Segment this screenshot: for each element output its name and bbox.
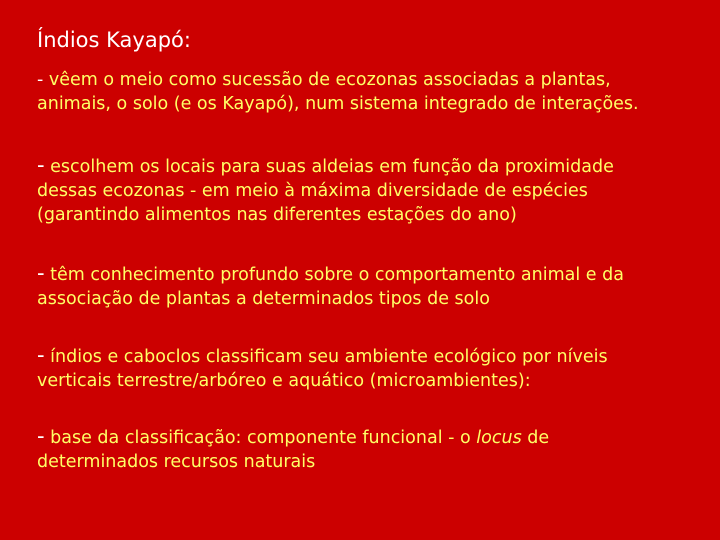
bullet-5-text-before: base da classificação: componente funcional - o — [50, 428, 471, 448]
bullet-dash: - — [37, 343, 45, 367]
bullet-5-text-after: de — [527, 428, 550, 448]
bullet-dash: - — [37, 70, 44, 90]
bullet-4 — [37, 343, 709, 393]
bullet-5 — [37, 424, 709, 474]
bullet-5-line-1 — [37, 424, 709, 450]
bullet-2-line-3: (garantindo alimentos nas diferentes estações do ano) — [37, 205, 517, 225]
bullet-2-line-2: dessas ecozonas - em meio à máxima diversidade de espécies — [37, 181, 588, 201]
bullet-5-line-2: determinados recursos naturais — [37, 452, 316, 472]
bullet-1-text-1: vêem o meio como sucessão de ecozonas associadas a plantas, — [48, 70, 611, 90]
bullet-1 — [37, 68, 709, 116]
bullet-2-text-1: escolhem os locais para suas aldeias em função da proximidade — [50, 157, 614, 177]
bullet-1-line-1 — [37, 68, 709, 92]
bullet-5-italic-term: locus — [476, 428, 522, 448]
bullet-1-line-2: animais, o solo (e os Kayapó), num sistema integrado de interações. — [37, 94, 639, 114]
bullet-dash: - — [37, 261, 45, 285]
bullet-4-line-1 — [37, 343, 709, 369]
bullet-2-line-1 — [37, 153, 709, 179]
bullet-3 — [37, 261, 709, 311]
bullet-dash: - — [37, 153, 45, 177]
bullet-3-line-2: associação de plantas a determinados tipos de solo — [37, 289, 490, 309]
bullet-3-text-1: têm conhecimento profundo sobre o comportamento animal e da — [50, 265, 624, 285]
bullet-4-text-1: índios e caboclos classificam seu ambiente ecológico por níveis — [50, 347, 608, 367]
slide-title: Índios Kayapó: — [37, 28, 191, 52]
bullet-4-line-2: verticais terrestre/arbóreo e aquático (microambientes): — [37, 371, 531, 391]
bullet-2 — [37, 153, 709, 227]
bullet-3-line-1 — [37, 261, 709, 287]
bullet-dash: - — [37, 424, 45, 448]
